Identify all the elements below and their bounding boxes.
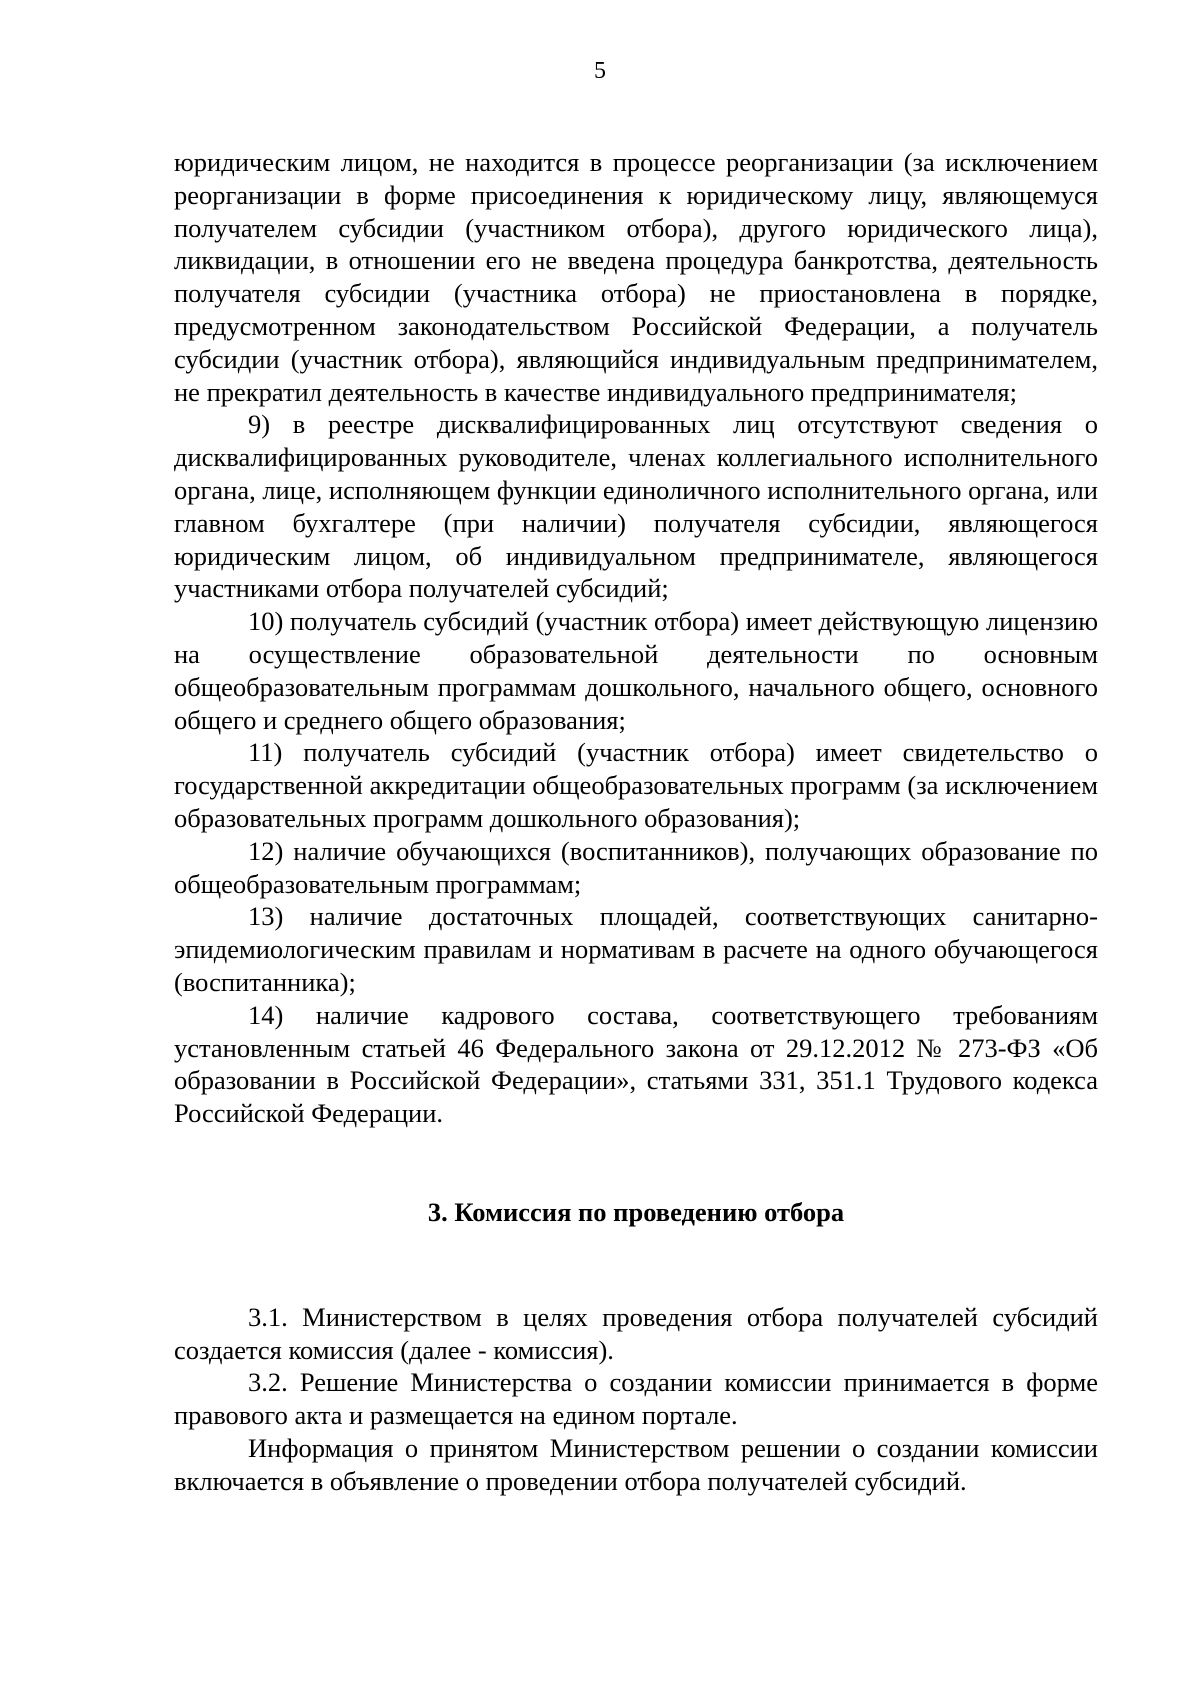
paragraph-item-11: 11) получатель субсидий (участник отбора) имеет свидетельство о государственной аккредитации общеобразовательных программ (за исключением образовательных программ дошкольного образования); [174,737,1098,833]
page-number: 5 [594,58,606,84]
section-heading: 3. Комиссия по проведению отбора [427,1196,845,1227]
paragraph-continuation: юридическим лицом, не находится в процессе реорганизации (за исключением реорганизации в форме присоединения к юридическому лицу, являющемуся получателем субсидии (участником отбора), другого юридического лица), ликвидации, в отношении его не введена процедура банкротства, деятельность получателя субсидии (участника отбора) не приостановлена в порядке, предусмотренном законодательством Российской Федерации, а получатель субсидии (участник отбора), являющийся индивидуальным предпринимателем, не прекратил деятельность в качестве индивидуального предпринимателя; [174,147,1098,407]
paragraph-information: Информация о принятом Министерством решении о создании комиссии включается в объявление о проведении отбора получателей субсидий. [174,1432,1098,1496]
paragraph-item-14: 14) наличие кадрового состава, соответствующего требованиям установленным статьей 46 Федерального закона от 29.12.2012 № 273-ФЗ «Об образовании в Российской Федерации», статьями 331, 351.1 Трудового кодекса Российской Федерации. [174,999,1098,1129]
spacer [174,1130,1098,1196]
paragraph-item-3-2: 3.2. Решение Министерства о создании комиссии принимается в форме правового акта и размещается на едином портале. [174,1367,1098,1431]
paragraph-item-10: 10) получатель субсидий (участник отбора) имеет действующую лицензию на осуществление образовательной деятельности по основным общеобразовательным программам дошкольного, начального общего, основного общего и среднего общего образования; [174,606,1098,735]
paragraph-item-9: 9) в реестре дисквалифицированных лиц отсутствуют сведения о дисквалифицированных руководителе, членах коллегиального исполнительного органа, лице, исполняющем функции единоличного исполнительного органа, или главном бухгалтере (при наличии) получателя субсидии, являющегося юридическим лицом, об индивидуальном предпринимателе, являющегося участниками отбора получателей субсидий; [174,409,1098,604]
document-body [174,146,1098,1497]
spacer [174,1229,1098,1301]
paragraph-item-13: 13) наличие достаточных площадей, соответствующих санитарно-эпидемиологическим правилам и нормативам в расчете на одного обучающегося (воспитанника); [174,901,1098,997]
paragraph-item-3-1: 3.1. Министерством в целях проведения отбора получателей субсидий создается комиссия (далее - комиссия). [174,1301,1098,1365]
paragraph-item-12: 12) наличие обучающихся (воспитанников), получающих образование по общеобразовательным программам; [174,835,1098,899]
